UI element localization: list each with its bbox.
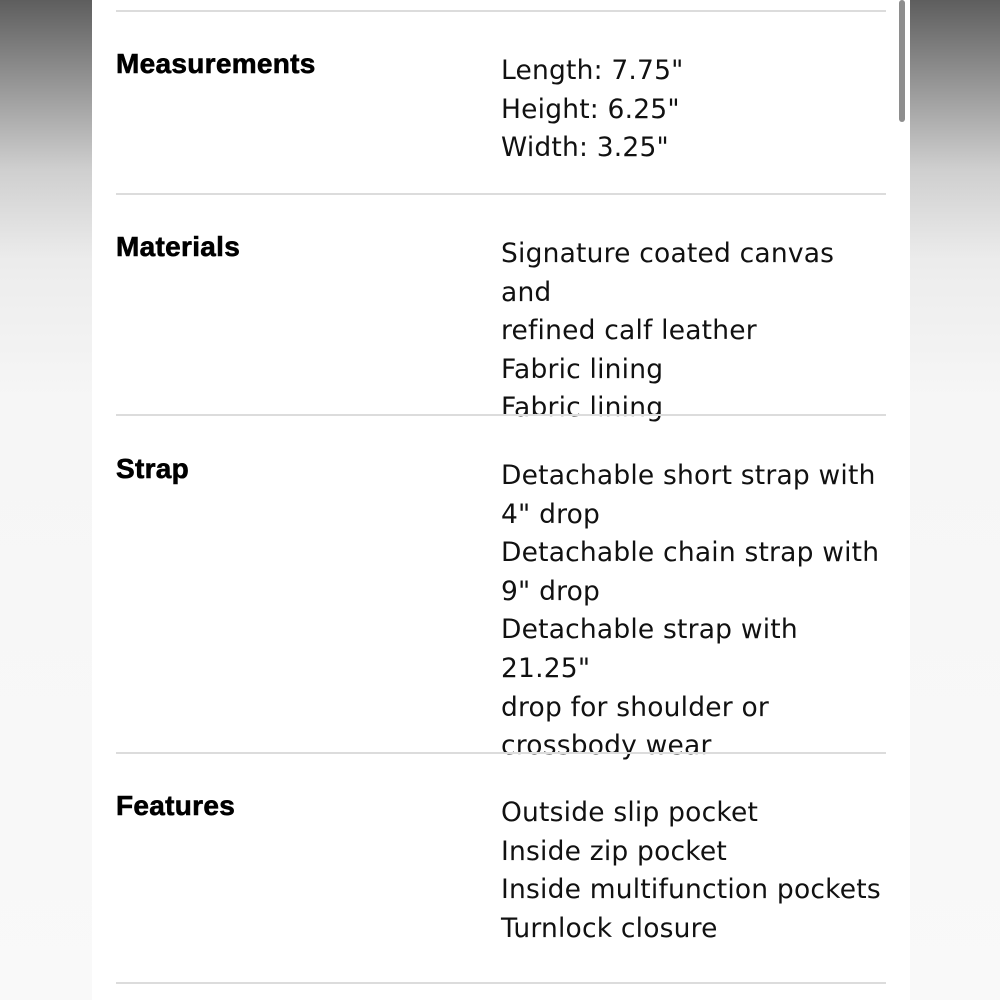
product-details-panel — [92, 0, 910, 1000]
measurement-height: Height: 6.25" — [501, 93, 680, 125]
measurements-label: Measurements — [116, 48, 316, 79]
scrollbar-thumb[interactable] — [899, 0, 905, 122]
materials-values — [501, 235, 891, 428]
strap-line: Detachable strap with 21.25" — [501, 614, 798, 684]
materials-line: refined calf leather — [501, 315, 757, 347]
strap-line: 4" drop — [501, 498, 601, 530]
features-line: Inside zip pocket — [501, 835, 727, 867]
features-line: Outside slip pocket — [501, 797, 759, 828]
materials-line: Fabric lining — [501, 392, 664, 424]
measurement-width: Width: 3.25" — [501, 132, 669, 164]
section-divider — [116, 414, 886, 416]
materials-line: Fabric lining — [501, 353, 664, 385]
features-label: Features — [116, 790, 236, 821]
strap-line: Detachable short strap with — [501, 460, 876, 491]
materials-label: Materials — [116, 231, 241, 262]
strap-line: drop for shoulder or — [501, 691, 769, 723]
strap-values — [501, 457, 891, 766]
strap-label: Strap — [116, 453, 190, 484]
section-divider — [116, 193, 886, 195]
strap-line: crossbody wear — [501, 730, 712, 762]
section-divider — [116, 10, 886, 12]
materials-line: Signature coated canvas and — [501, 238, 835, 308]
features-values — [501, 794, 891, 948]
measurement-length: Length: 7.75" — [501, 55, 684, 86]
section-divider — [116, 752, 886, 754]
strap-line: Detachable chain strap with — [501, 537, 880, 569]
features-line: Inside multifunction pockets — [501, 874, 881, 906]
strap-line: 9" drop — [501, 575, 601, 607]
features-line: Turnlock closure — [501, 912, 718, 944]
measurements-values — [501, 52, 891, 168]
section-divider — [116, 982, 886, 984]
